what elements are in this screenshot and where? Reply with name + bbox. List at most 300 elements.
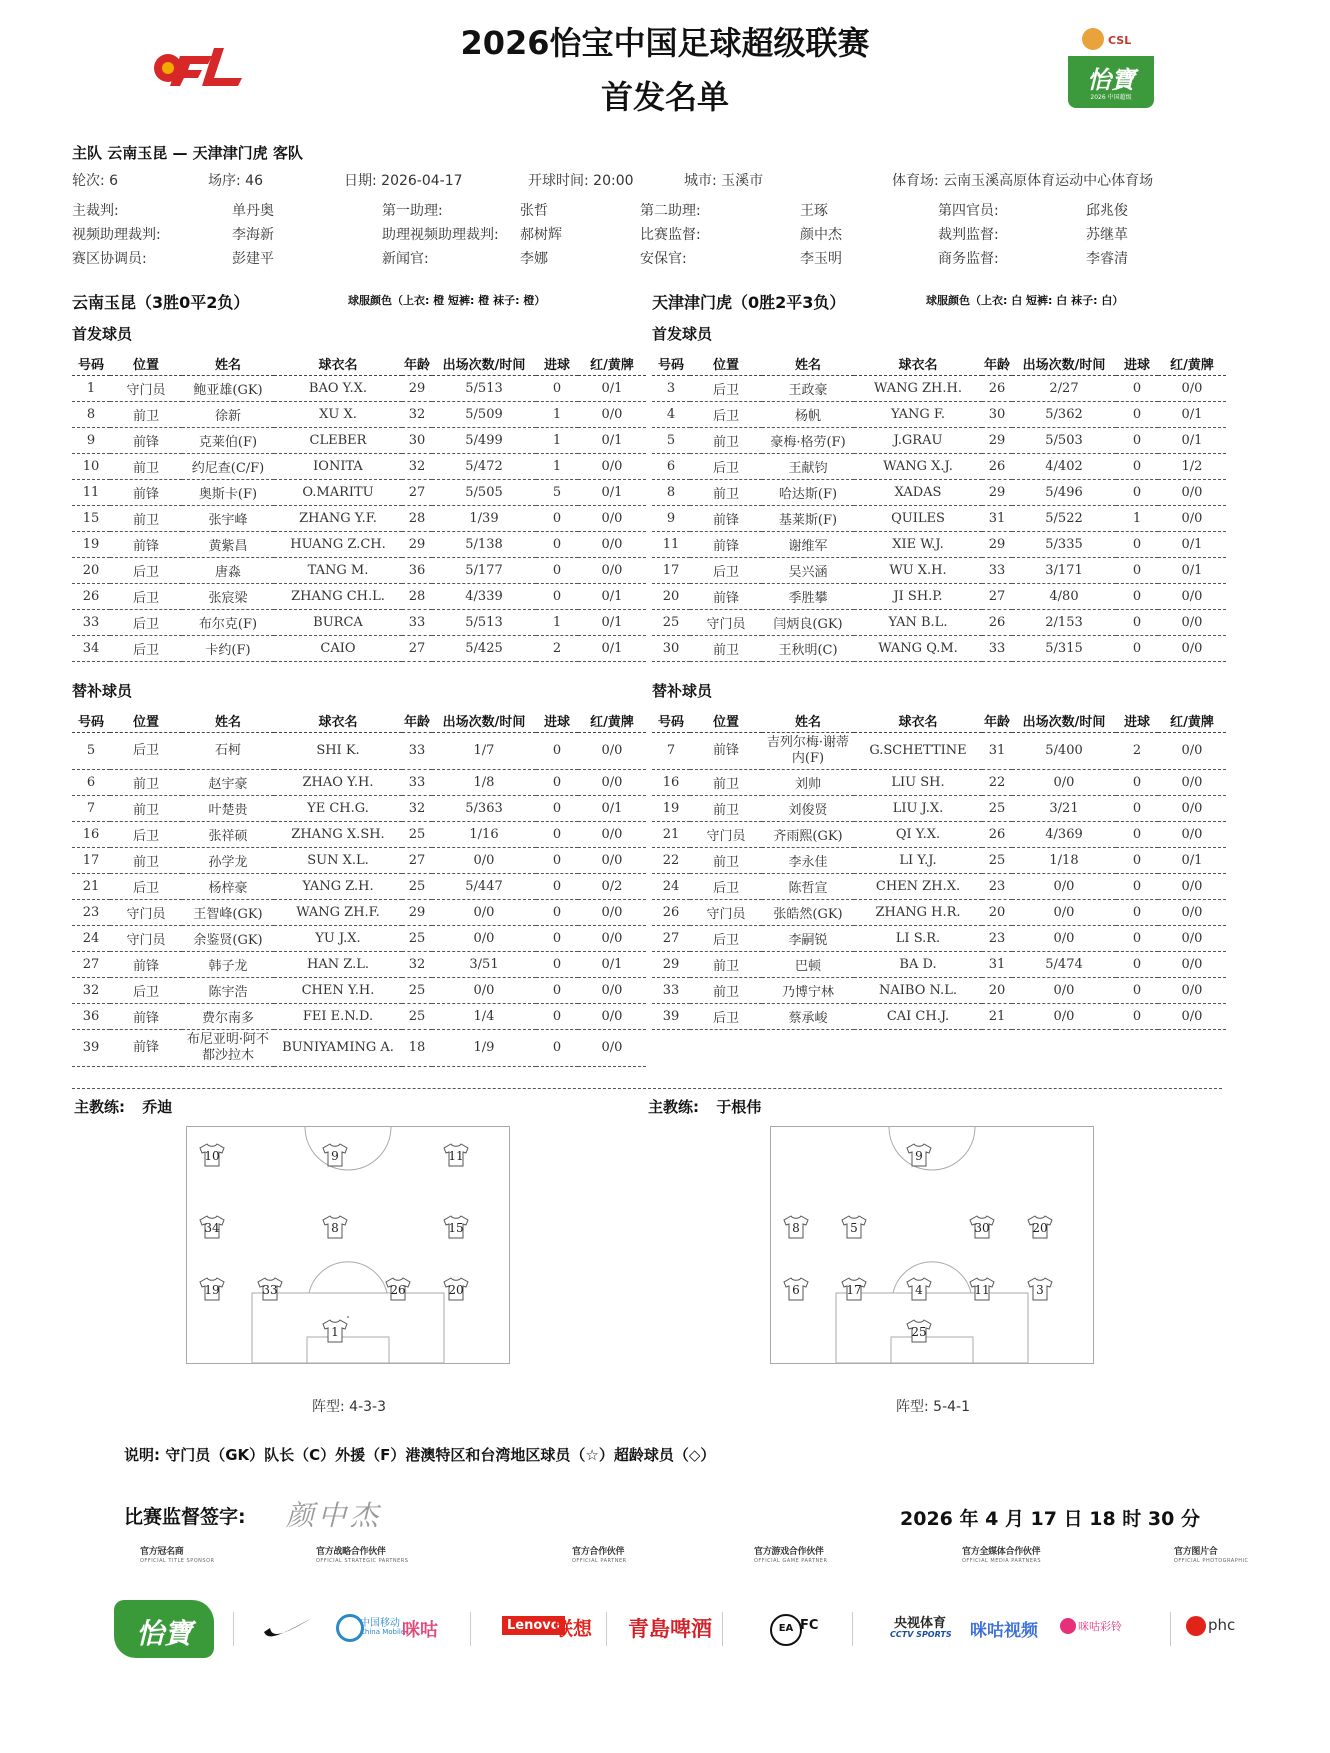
- player-cell: 0/1: [578, 796, 646, 822]
- shirt-number: 17: [846, 1283, 862, 1297]
- away-formation: 阵型: 5-4-1: [896, 1399, 970, 1415]
- player-cell: 28: [402, 584, 432, 610]
- player-cell: 前卫: [690, 978, 762, 1004]
- player-cell: 39: [652, 1004, 690, 1030]
- player-cell: 0/0: [578, 402, 646, 428]
- player-cell: 刘帅: [762, 770, 854, 796]
- column-header: 红/黄牌: [578, 351, 646, 376]
- column-header: 位置: [690, 708, 762, 733]
- player-shirt-icon: [1027, 1277, 1053, 1301]
- player-cell: 0: [1116, 376, 1158, 402]
- player-cell: 4/369: [1012, 822, 1116, 848]
- player-cell: 0: [536, 952, 578, 978]
- player-cell: 36: [402, 558, 432, 584]
- round: 轮次: 6: [72, 173, 119, 189]
- player-cell: 19: [652, 796, 690, 822]
- shirt-number: 20: [448, 1283, 464, 1297]
- player-row: [652, 480, 1226, 506]
- player-cell: 4: [652, 402, 690, 428]
- player-cell: 1/9: [432, 1030, 536, 1067]
- player-cell: 守门员: [110, 926, 182, 952]
- player-row: [652, 733, 1226, 770]
- player-row: [652, 454, 1226, 480]
- player-cell: 25: [402, 822, 432, 848]
- home-team-header: 云南玉昆（3胜0平2负）: [72, 293, 250, 312]
- player-cell: WANG ZH.F.: [274, 900, 402, 926]
- player-cell: 26: [72, 584, 110, 610]
- player-cell: 0/0: [432, 978, 536, 1004]
- tsingtao-logo: 青島啤酒: [628, 1617, 712, 1641]
- player-cell: XADAS: [854, 480, 982, 506]
- player-shirt-icon: [257, 1277, 283, 1301]
- player-cell: 27: [652, 926, 690, 952]
- sponsor-category-en: OFFICIAL PHOTOGRAPHIC: [1174, 1558, 1249, 1564]
- player-cell: ZHAO Y.H.: [274, 770, 402, 796]
- match-date: 日期: 2026-04-17: [344, 173, 463, 189]
- player-cell: 张宇峰: [182, 506, 274, 532]
- sponsor-divider: [606, 1612, 607, 1646]
- sponsor-category-en: OFFICIAL GAME PARTNER: [754, 1558, 828, 1564]
- player-cell: 24: [652, 874, 690, 900]
- player-cell: O.MARITU: [274, 480, 402, 506]
- player-cell: 1/16: [432, 822, 536, 848]
- player-cell: 后卫: [110, 584, 182, 610]
- away-coach: [648, 1096, 761, 1117]
- column-header: 球衣名: [854, 708, 982, 733]
- player-cell: 0: [1116, 926, 1158, 952]
- player-cell: 1: [536, 428, 578, 454]
- player-row: [72, 584, 646, 610]
- player-cell: 33: [402, 610, 432, 636]
- player-row: [72, 952, 646, 978]
- column-header: 号码: [652, 708, 690, 733]
- home-coach-label: 主教练:: [74, 1098, 125, 1116]
- official-role: 比赛监督:: [640, 227, 701, 243]
- player-cell: 29: [982, 532, 1012, 558]
- player-cell: ZHANG Y.F.: [274, 506, 402, 532]
- player-cell: 后卫: [110, 610, 182, 636]
- away-coach-name: 于根伟: [716, 1098, 762, 1116]
- player-row: [72, 822, 646, 848]
- player-shirt-icon: [322, 1319, 348, 1343]
- player-shirt-icon: [385, 1277, 411, 1301]
- match-number: 场序: 46: [208, 173, 263, 189]
- player-cell: 后卫: [690, 1004, 762, 1030]
- official-role: 视频助理裁判:: [72, 227, 161, 243]
- player-row: [72, 770, 646, 796]
- player-cell: 前锋: [110, 1004, 182, 1030]
- player-cell: 0/1: [578, 952, 646, 978]
- column-header: 球衣名: [274, 351, 402, 376]
- player-shirt-icon: [322, 1215, 348, 1239]
- player-cell: 31: [982, 506, 1012, 532]
- player-cell: WANG ZH.H.: [854, 376, 982, 402]
- player-cell: 33: [402, 733, 432, 770]
- migu-video-logo: 咪咕视频: [970, 1621, 1038, 1641]
- player-cell: SHI K.: [274, 733, 402, 770]
- shirt-number: 15: [448, 1221, 464, 1235]
- player-shirt-icon: [906, 1277, 932, 1301]
- column-header: 红/黄牌: [1158, 351, 1226, 376]
- player-cell: 0/1: [578, 584, 646, 610]
- photo-partner-text: phc: [1208, 1616, 1236, 1634]
- table-header-row: [72, 708, 646, 733]
- sponsor-category-en: OFFICIAL TITLE SPONSOR: [140, 1558, 215, 1564]
- teams-line: 主队 云南玉昆 — 天津津门虎 客队: [72, 144, 303, 162]
- player-cell: 后卫: [690, 454, 762, 480]
- china-mobile-text: 中国移动: [360, 1618, 400, 1629]
- player-cell: 0/0: [1012, 874, 1116, 900]
- official-role: 第一助理:: [382, 203, 443, 219]
- player-cell: 0/0: [1158, 770, 1226, 796]
- column-header: 姓名: [182, 708, 274, 733]
- player-cell: 0: [1116, 636, 1158, 662]
- sponsor-category: 官方全媒体合作伙伴: [962, 1547, 1041, 1557]
- player-shirt-icon: [199, 1277, 225, 1301]
- column-header: 姓名: [762, 708, 854, 733]
- shirt-number: 9: [331, 1149, 339, 1163]
- ea-fc-logo: [770, 1614, 802, 1646]
- player-cell: 34: [72, 636, 110, 662]
- player-cell: 5: [652, 428, 690, 454]
- column-header: 姓名: [182, 351, 274, 376]
- shirt-number: 6: [792, 1283, 800, 1297]
- player-cell: 25: [402, 978, 432, 1004]
- player-cell: 31: [982, 733, 1012, 770]
- player-cell: 前锋: [690, 733, 762, 770]
- player-cell: 奥斯卡(F): [182, 480, 274, 506]
- player-cell: 32: [402, 796, 432, 822]
- column-header: 年龄: [982, 708, 1012, 733]
- player-cell: 1: [536, 402, 578, 428]
- yibao-logo: [114, 1600, 214, 1658]
- official-role: 安保官:: [640, 251, 687, 267]
- player-shirt-icon: [783, 1215, 809, 1239]
- player-cell: 季胜攀: [762, 584, 854, 610]
- shirt-number: 33: [262, 1283, 278, 1297]
- player-row: [72, 636, 646, 662]
- player-cell: XIE W.J.: [854, 532, 982, 558]
- player-cell: 0/0: [1012, 770, 1116, 796]
- player-cell: 0: [1116, 770, 1158, 796]
- legend-note: 说明: 守门员（GK）队长（C）外援（F）港澳特区和台湾地区球员（☆）超龄球员（◇）: [124, 1446, 716, 1464]
- player-row: [72, 558, 646, 584]
- column-header: 年龄: [982, 351, 1012, 376]
- player-cell: WU X.H.: [854, 558, 982, 584]
- player-cell: 0/0: [578, 822, 646, 848]
- player-cell: 5/400: [1012, 733, 1116, 770]
- player-cell: J.GRAU: [854, 428, 982, 454]
- player-cell: 王献钧: [762, 454, 854, 480]
- player-cell: 5/522: [1012, 506, 1116, 532]
- player-cell: 王智峰(GK): [182, 900, 274, 926]
- player-row: [652, 926, 1226, 952]
- player-cell: 0: [536, 874, 578, 900]
- player-cell: 0/0: [1158, 796, 1226, 822]
- player-row: [652, 874, 1226, 900]
- player-cell: CHEN ZH.X.: [854, 874, 982, 900]
- player-cell: 0: [536, 900, 578, 926]
- player-cell: ZHANG X.SH.: [274, 822, 402, 848]
- player-cell: 30: [652, 636, 690, 662]
- player-shirt-icon: [443, 1215, 469, 1239]
- player-cell: 25: [982, 796, 1012, 822]
- sponsor-category: 官方游戏合作伙伴: [754, 1547, 824, 1557]
- player-cell: 前卫: [690, 636, 762, 662]
- player-cell: 23: [982, 926, 1012, 952]
- player-cell: 5/496: [1012, 480, 1116, 506]
- player-cell: 黄紫昌: [182, 532, 274, 558]
- home-formation: 阵型: 4-3-3: [312, 1399, 386, 1415]
- player-cell: 守门员: [690, 900, 762, 926]
- player-row: [72, 796, 646, 822]
- player-shirt-icon: [783, 1277, 809, 1301]
- home-coach: [74, 1096, 172, 1117]
- player-cell: 前卫: [690, 770, 762, 796]
- player-row: [652, 558, 1226, 584]
- official-name: 李睿清: [1086, 251, 1128, 267]
- player-cell: 杨帆: [762, 402, 854, 428]
- player-cell: 前锋: [690, 532, 762, 558]
- player-cell: BURCA: [274, 610, 402, 636]
- player-cell: 0: [1116, 428, 1158, 454]
- player-cell: 谢维军: [762, 532, 854, 558]
- player-cell: 20: [982, 978, 1012, 1004]
- home-kit-colors: 球服颜色（上衣: 橙 短裤: 橙 袜子: 橙）: [348, 294, 546, 307]
- player-cell: 33: [652, 978, 690, 1004]
- player-cell: 1: [536, 454, 578, 480]
- home-subs-table: [72, 708, 646, 1067]
- player-cell: 0/0: [1158, 1004, 1226, 1030]
- csl-badge-text: CSL: [1108, 34, 1132, 47]
- player-cell: 0/0: [1158, 874, 1226, 900]
- shirt-number: 30: [974, 1221, 990, 1235]
- player-cell: WANG Q.M.: [854, 636, 982, 662]
- player-cell: 27: [72, 952, 110, 978]
- player-cell: 0: [1116, 584, 1158, 610]
- player-cell: 4/402: [1012, 454, 1116, 480]
- roster-divider: [72, 1088, 1222, 1089]
- player-cell: 前卫: [690, 796, 762, 822]
- player-cell: 9: [72, 428, 110, 454]
- photo-partner-icon: [1186, 1616, 1206, 1636]
- player-cell: 守门员: [690, 610, 762, 636]
- player-cell: 0: [1116, 900, 1158, 926]
- player-cell: 0: [1116, 952, 1158, 978]
- player-cell: 4/339: [432, 584, 536, 610]
- player-cell: 0: [1116, 822, 1158, 848]
- shirt-number: 5: [850, 1221, 858, 1235]
- player-cell: 守门员: [690, 822, 762, 848]
- player-row: [72, 978, 646, 1004]
- player-cell: 前卫: [690, 848, 762, 874]
- sponsor-divider: [1170, 1612, 1171, 1646]
- column-header: 出场次数/时间: [432, 708, 536, 733]
- official-name: 张哲: [520, 203, 548, 219]
- home-subs-label: 替补球员: [72, 682, 133, 700]
- player-cell: 6: [652, 454, 690, 480]
- player-cell: 0/0: [1158, 506, 1226, 532]
- shirt-number: 19: [204, 1283, 220, 1297]
- player-cell: 杨梓豪: [182, 874, 274, 900]
- player-row: [652, 402, 1226, 428]
- official-name: 李娜: [520, 251, 548, 267]
- player-cell: 费尔南多: [182, 1004, 274, 1030]
- official-role: 新闻官:: [382, 251, 429, 267]
- official-name: 彭建平: [232, 251, 274, 267]
- column-header: 红/黄牌: [1158, 708, 1226, 733]
- player-row: [652, 796, 1226, 822]
- player-cell: 0: [536, 1030, 578, 1067]
- player-shirt-icon: [1027, 1215, 1053, 1239]
- player-cell: 33: [982, 636, 1012, 662]
- player-cell: 2: [536, 636, 578, 662]
- player-cell: YE CH.G.: [274, 796, 402, 822]
- column-header: 出场次数/时间: [432, 351, 536, 376]
- player-cell: 张祥硕: [182, 822, 274, 848]
- column-header: 号码: [72, 708, 110, 733]
- player-shirt-icon: [841, 1215, 867, 1239]
- column-header: 进球: [536, 351, 578, 376]
- player-cell: 叶楚贵: [182, 796, 274, 822]
- player-cell: QI Y.X.: [854, 822, 982, 848]
- player-cell: BA D.: [854, 952, 982, 978]
- player-cell: 25: [402, 1004, 432, 1030]
- player-cell: 25: [652, 610, 690, 636]
- player-cell: 29: [402, 532, 432, 558]
- player-cell: YANG Z.H.: [274, 874, 402, 900]
- player-cell: 0/0: [1012, 900, 1116, 926]
- player-cell: 0: [536, 1004, 578, 1030]
- player-cell: 20: [982, 900, 1012, 926]
- shirt-number: 9: [915, 1149, 923, 1163]
- player-cell: 29: [652, 952, 690, 978]
- player-cell: 5/472: [432, 454, 536, 480]
- player-cell: LIU SH.: [854, 770, 982, 796]
- column-header: 位置: [110, 351, 182, 376]
- player-cell: 17: [652, 558, 690, 584]
- column-header: 出场次数/时间: [1012, 708, 1116, 733]
- player-cell: 0/0: [1158, 636, 1226, 662]
- away-starters-label: 首发球员: [652, 325, 713, 343]
- player-cell: 0: [536, 733, 578, 770]
- player-cell: 0/0: [1158, 978, 1226, 1004]
- column-header: 出场次数/时间: [1012, 351, 1116, 376]
- player-row: [72, 733, 646, 770]
- column-header: 年龄: [402, 351, 432, 376]
- player-cell: 29: [402, 900, 432, 926]
- player-cell: 22: [982, 770, 1012, 796]
- player-cell: 5: [536, 480, 578, 506]
- player-cell: 30: [402, 428, 432, 454]
- player-cell: 27: [402, 480, 432, 506]
- table-header-row: [652, 351, 1226, 376]
- official-role: 第四官员:: [938, 203, 999, 219]
- player-cell: 5/335: [1012, 532, 1116, 558]
- player-cell: 0/0: [1012, 978, 1116, 1004]
- player-cell: 前锋: [110, 428, 182, 454]
- player-shirt-icon: [841, 1277, 867, 1301]
- player-cell: 28: [402, 506, 432, 532]
- player-cell: YU J.X.: [274, 926, 402, 952]
- away-formation-pitch: [770, 1126, 1094, 1364]
- player-cell: WANG X.J.: [854, 454, 982, 480]
- away-starters-table: [652, 351, 1226, 662]
- player-cell: 3/21: [1012, 796, 1116, 822]
- player-cell: 0/0: [1158, 480, 1226, 506]
- column-header: 球衣名: [274, 708, 402, 733]
- china-mobile-en: China Mobile: [360, 1628, 406, 1636]
- player-row: [652, 376, 1226, 402]
- away-team-header: 天津津门虎（0胜2平3负）: [652, 293, 846, 312]
- lenovo-logo: Lenovo: [502, 1616, 565, 1635]
- player-cell: 0/2: [578, 874, 646, 900]
- player-row: [72, 874, 646, 900]
- player-cell: CHEN Y.H.: [274, 978, 402, 1004]
- player-cell: 0/0: [578, 900, 646, 926]
- player-cell: 11: [652, 532, 690, 558]
- home-starters-label: 首发球员: [72, 325, 133, 343]
- csl-logo: [1068, 20, 1154, 108]
- away-kit-colors: 球服颜色（上衣: 白 短裤: 白 袜子: 白）: [926, 294, 1124, 307]
- player-cell: 0/0: [578, 848, 646, 874]
- player-cell: 0: [536, 376, 578, 402]
- csl-brand-text: 怡寶: [1087, 66, 1135, 94]
- column-header: 进球: [536, 708, 578, 733]
- player-cell: 1: [72, 376, 110, 402]
- player-cell: 5/177: [432, 558, 536, 584]
- player-cell: 0/0: [1158, 926, 1226, 952]
- shirt-number: 34: [204, 1221, 220, 1235]
- official-role: 赛区协调员:: [72, 251, 147, 267]
- player-cell: 0: [1116, 874, 1158, 900]
- player-cell: 0/1: [1158, 848, 1226, 874]
- player-cell: 0: [1116, 610, 1158, 636]
- player-cell: 徐新: [182, 402, 274, 428]
- player-cell: BUNIYAMING A.: [274, 1030, 402, 1067]
- away-subs-label: 替补球员: [652, 682, 713, 700]
- player-cell: 26: [982, 822, 1012, 848]
- shirt-number: 25: [911, 1325, 927, 1339]
- official-name: 李玉明: [800, 251, 842, 267]
- table-header-row: [652, 708, 1226, 733]
- player-cell: HAN Z.L.: [274, 952, 402, 978]
- player-row: [72, 402, 646, 428]
- player-cell: 前锋: [110, 480, 182, 506]
- player-cell: JI SH.P.: [854, 584, 982, 610]
- player-cell: 0: [536, 822, 578, 848]
- player-cell: 0/1: [578, 480, 646, 506]
- player-cell: 19: [72, 532, 110, 558]
- player-cell: 0: [1116, 848, 1158, 874]
- official-role: 第二助理:: [640, 203, 701, 219]
- player-cell: FEI E.N.D.: [274, 1004, 402, 1030]
- player-cell: 0: [536, 926, 578, 952]
- player-cell: IONITA: [274, 454, 402, 480]
- player-cell: 2: [1116, 733, 1158, 770]
- player-cell: 5/474: [1012, 952, 1116, 978]
- player-cell: CAIO: [274, 636, 402, 662]
- player-cell: ZHANG H.R.: [854, 900, 982, 926]
- player-cell: 后卫: [110, 822, 182, 848]
- page-title: 2026怡宝中国足球超级联赛: [460, 24, 870, 62]
- player-cell: 巴顿: [762, 952, 854, 978]
- player-cell: 0: [1116, 978, 1158, 1004]
- player-cell: 豪梅·格劳(F): [762, 428, 854, 454]
- player-cell: 后卫: [110, 733, 182, 770]
- player-cell: YANG F.: [854, 402, 982, 428]
- player-row: [652, 506, 1226, 532]
